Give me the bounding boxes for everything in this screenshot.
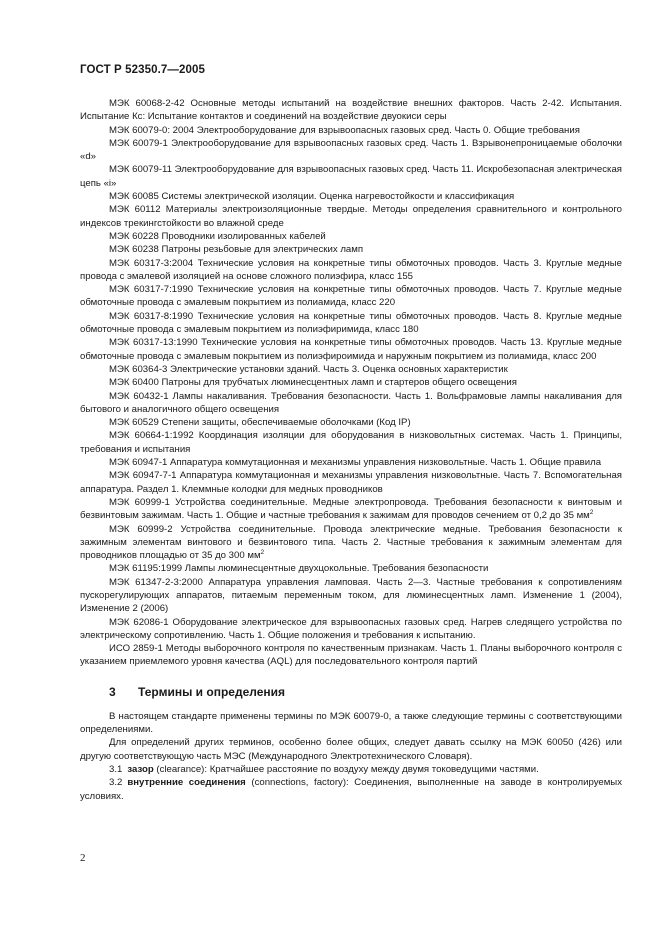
- reference-text: МЭК 60999-1 Устройства соединительные. Медные электропровода. Требования безопасности к винтовым и безвинтовым зажимам. Часть 1. Общие и частные требования к зажимам для проводов сечением от 0,2 до 35 мм: [80, 496, 622, 522]
- reference-item: МЭК 62086-1 Оборудование электрическое для взрывоопасных газовых сред. Нагрев следящего устройства по электрическому сопротивлению. Часть 1. Общие положения и требования к испытанию.: [80, 616, 622, 641]
- reference-item: МЭК 61347-2-3:2000 Аппаратура управления ламповая. Часть 2—3. Частные требования к сопротивлениям пускорегулирующих аппаратов, питаемым переменным током, для люминесцентных ламп. Изменение 1 (2004), Изменение 2 (2006): [80, 576, 622, 615]
- reference-item: МЭК 60317-7:1990 Технические условия на конкретные типы обмоточных проводов. Часть 7. Круглые медные обмоточные провода с эмалевым покрытием из полиамида, класс 220: [80, 284, 622, 309]
- reference-item: МЭК 60400 Патроны для трубчатых люминесцентных ламп и стартеров общего освещения: [109, 377, 517, 389]
- term-number: 3.1: [109, 763, 123, 775]
- term-text: (clearance): Кратчайшее расстояние по воздуху между двумя токоведущими частями.: [156, 763, 539, 775]
- term-definition: [80, 763, 622, 776]
- superscript: 2: [589, 509, 594, 517]
- page-number: 2: [80, 852, 86, 864]
- reference-item: МЭК 60317-8:1990 Технические условия на конкретные типы обмоточных проводов. Часть 8. Круглые медные обмоточные провода с эмалевым покрытием из полиэфиримида, класс 180: [80, 310, 622, 336]
- paragraph: В настоящем стандарте применены термины по МЭК 60079-0, а также следующие термины с соответствующими определениями.: [80, 710, 622, 736]
- superscript: 2: [260, 549, 265, 557]
- document-body: [80, 97, 622, 803]
- reference-item: [80, 523, 622, 563]
- term-number: 3.2: [109, 777, 123, 789]
- term-text: (connections, factory): Соединения, выполненные на заводе в контролируемых условиях.: [80, 777, 623, 802]
- reference-item: МЭК 60068-2-42 Основные методы испытаний на воздействие внешних факторов. Часть 2-42. Испытания. Испытание Кс: Испытание контактов и соединений на воздействие двуокиси серы: [80, 98, 622, 123]
- section-title: Термины и определения: [138, 684, 286, 699]
- term-definition: [80, 776, 622, 803]
- reference-item: ИСО 2859-1 Методы выборочного контроля по качественным признакам. Часть 1. Планы выборочного контроля с указанием приемлемого уровня качества (AQL) для последовательного контроля партий: [80, 643, 622, 668]
- reference-item: МЭК 60364-3 Электрические установки зданий. Часть 3. Оценка основных характеристик: [109, 363, 508, 375]
- term-name: внутренние соединения: [127, 777, 246, 789]
- reference-item: МЭК 60079-0: 2004 Электрооборудование для взрывоопасных газовых сред. Часть 0. Общие требования: [109, 124, 580, 136]
- reference-item: МЭК 61195:1999 Лампы люминесцентные двухцокольные. Требования безопасности: [109, 563, 489, 575]
- reference-item: МЭК 60529 Степени защиты, обеспечиваемые оболочками (Код IP): [109, 417, 411, 429]
- reference-item: МЭК 60085 Системы электрической изоляции. Оценка нагревостойкости и классификация: [109, 191, 515, 203]
- reference-item: МЭК 60079-1 Электрооборудование для взрывоопасных газовых сред. Часть 1. Взрывонепроницаемые оболочки «d»: [80, 137, 622, 163]
- reference-text: МЭК 60999-2 Устройства соединительные. Провода электрические медные. Требования безопасности к зажимным элементам винтового и безвинтового типа. Часть 2. Частные требования к зажимным элементам для проводников площадью от 35 до 300 мм: [80, 523, 622, 562]
- reference-item: МЭК 60317-13:1990 Технические условия на конкретные типы обмоточных проводов. Часть 13. Круглые медные обмоточные провода с эмалевым покрытием из полиэфироимида и наружным покрытием из полиамида, класс 200: [80, 337, 622, 362]
- reference-item: МЭК 60664-1:1992 Координация изоляции для оборудования в низковольтных системах. Часть 1. Принципы, требования и испытания: [80, 430, 622, 455]
- term-name: зазор: [127, 763, 154, 775]
- normative-references-list: [80, 97, 622, 669]
- reference-item: МЭК 60228 Проводники изолированных кабелей: [109, 230, 326, 242]
- reference-item: [80, 496, 622, 523]
- reference-item: МЭК 60238 Патроны резьбовые для электрических ламп: [109, 244, 364, 256]
- document-header: ГОСТ Р 52350.7—2005: [80, 64, 205, 76]
- section-heading: [80, 684, 622, 700]
- paragraph: Для определений других терминов, особенно более общих, следует давать ссылку на МЭК 60050 (426) или другую соответствующую часть МЭС (Международного Электротехнического Словаря).: [80, 737, 622, 762]
- reference-item: МЭК 60317-3:2004 Технические условия на конкретные типы обмоточных проводов. Часть 3. Круглые медные провода с эмалевой изоляцией на основе сложного полиэфира, класс 155: [80, 257, 622, 282]
- reference-item: МЭК 60947-1 Аппаратура коммутационная и механизмы управления низковольтные. Часть 1. Общие правила: [109, 457, 602, 469]
- reference-item: МЭК 60112 Материалы электроизоляционные твердые. Методы определения сравнительного и контрольного индексов трекингстойкости во влажной среде: [80, 204, 622, 229]
- reference-item: МЭК 60432-1 Лампы накаливания. Требования безопасности. Часть 1. Вольфрамовые лампы накаливания для бытового и аналогичного общего освещения: [80, 390, 622, 415]
- section-number: 3: [109, 684, 116, 699]
- reference-item: МЭК 60079-11 Электрооборудование для взрывоопасных газовых сред. Часть 11. Искробезопасная электрическая цепь «i»: [80, 164, 622, 189]
- reference-item: МЭК 60947-7-1 Аппаратура коммутационная и механизмы управления низковольтные. Часть 7. Вспомогательная аппаратура. Раздел 1. Клеммные колодки для медных проводников: [80, 470, 622, 495]
